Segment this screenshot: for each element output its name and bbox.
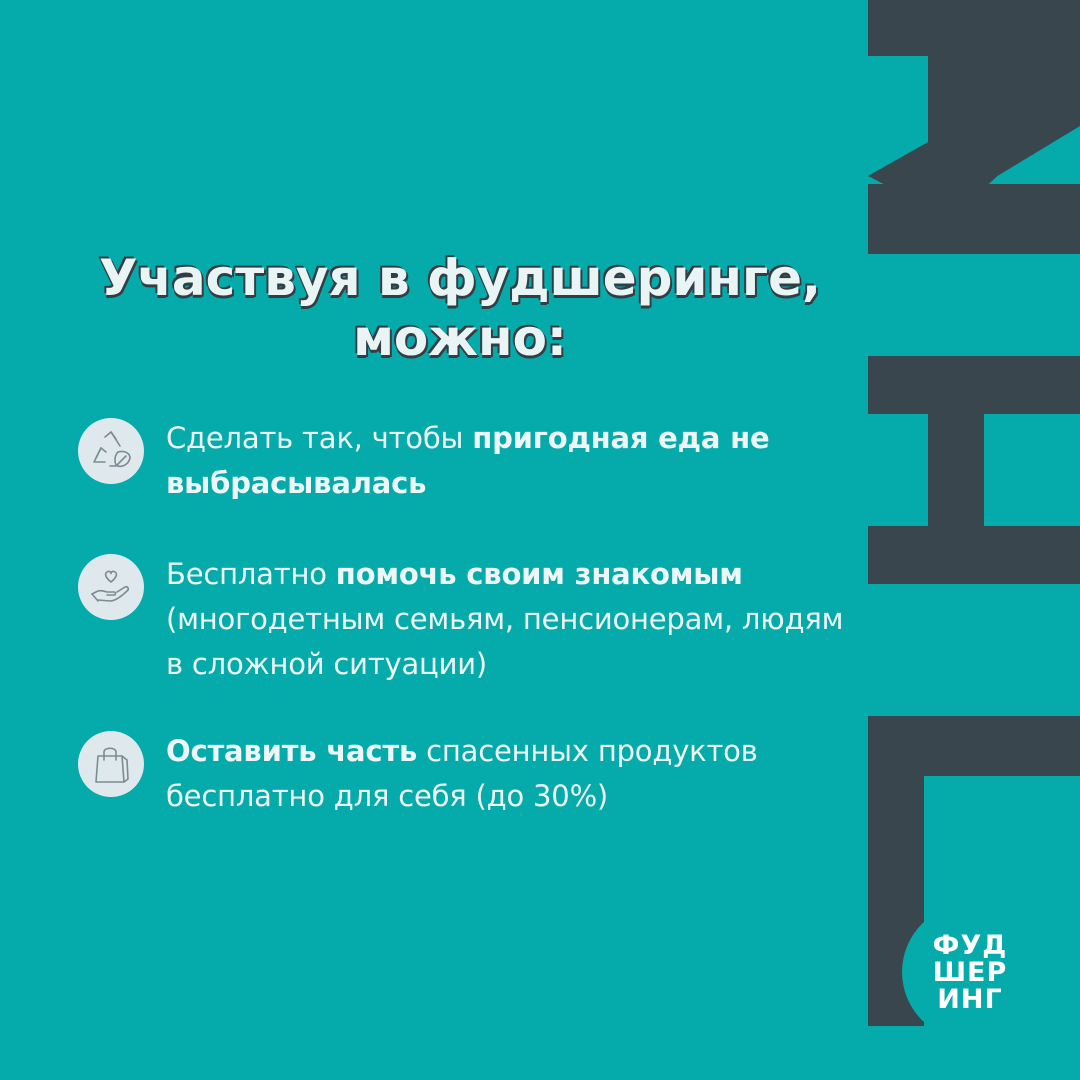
benefit-text-plain: Сделать так, чтобы bbox=[166, 421, 473, 455]
benefit-item-3 bbox=[78, 729, 846, 819]
logo-line-2: ШЕР bbox=[932, 956, 1008, 988]
shopping-bag-icon bbox=[88, 741, 134, 787]
benefit-item-2 bbox=[78, 552, 846, 687]
headline-line-2: можно: bbox=[353, 309, 567, 367]
benefit-text-bold: помочь своим знакомым bbox=[335, 557, 743, 591]
heart-hand-icon bbox=[88, 564, 134, 610]
benefit-text-3 bbox=[166, 729, 846, 819]
benefit-text-plain-after: спасенных продуктов бесплатно для себя (до 30%) bbox=[166, 734, 758, 813]
big-letter-n bbox=[868, 356, 1080, 584]
big-letter-i bbox=[868, 0, 1080, 254]
benefit-text-bold: Оставить часть bbox=[166, 734, 418, 768]
logo-line-1: ФУД bbox=[932, 929, 1008, 961]
benefit-text-bold: пригодная еда не выбрасывалась bbox=[166, 421, 770, 500]
recycle-leaf-icon bbox=[88, 428, 134, 474]
decorative-big-letters bbox=[868, 0, 1080, 1028]
icon-badge bbox=[78, 731, 144, 797]
icon-badge bbox=[78, 418, 144, 484]
headline bbox=[60, 248, 860, 368]
benefit-text-1 bbox=[166, 416, 846, 506]
headline-line-1: Участвуя в фудшеринге, bbox=[98, 249, 822, 307]
benefit-item-1 bbox=[78, 416, 846, 506]
logo-line-3: ИНГ bbox=[937, 983, 1003, 1015]
benefit-text-plain-after: (многодетным семьям, пенсионерам, людям в сложной ситуации) bbox=[166, 602, 844, 681]
brand-logo bbox=[902, 904, 1038, 1040]
benefit-text-plain: Бесплатно bbox=[166, 557, 336, 591]
icon-badge bbox=[78, 554, 144, 620]
benefit-text-2 bbox=[166, 552, 846, 687]
